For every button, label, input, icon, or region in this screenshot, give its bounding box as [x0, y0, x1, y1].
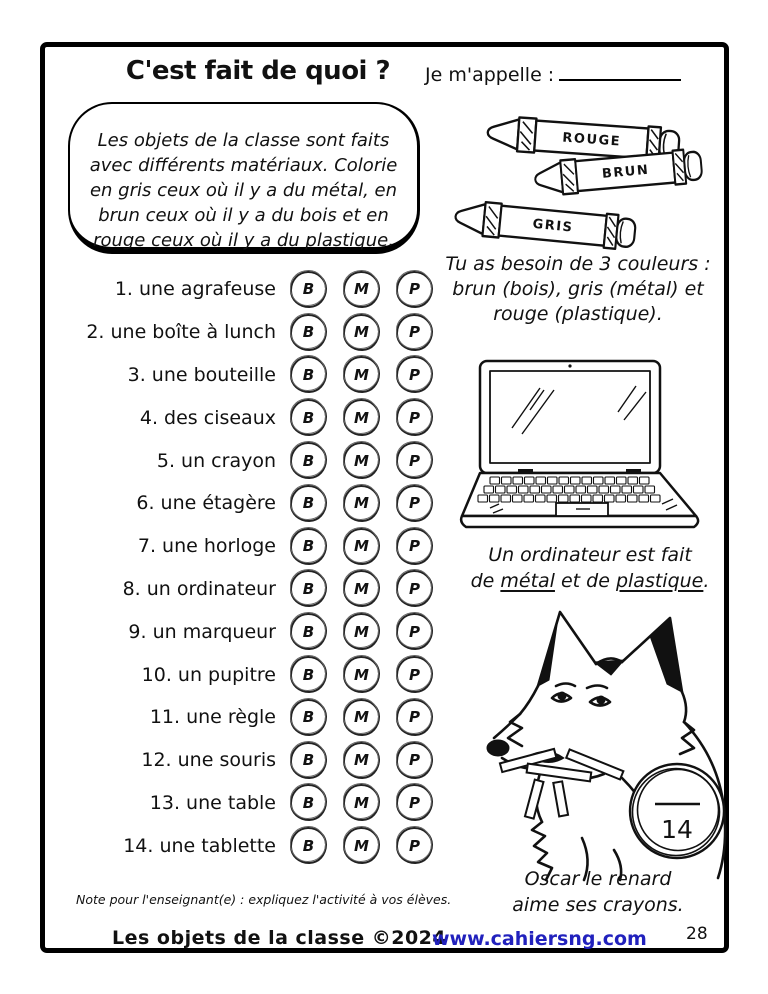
- choice-letter: P: [409, 622, 420, 641]
- computer-caption-line1: Un ordinateur est fait: [488, 544, 692, 566]
- choice-letter: P: [409, 323, 420, 342]
- choice-circles: [290, 827, 433, 864]
- fox-caption-line: Oscar le renard: [524, 868, 672, 890]
- choice-letter: P: [409, 494, 420, 513]
- caption-plastique: plastique: [615, 570, 704, 592]
- item-row: [40, 396, 440, 439]
- choice-circle-p[interactable]: [396, 656, 433, 693]
- choice-circle-b[interactable]: [290, 742, 327, 779]
- computer-caption-line2: [438, 568, 742, 594]
- choice-letter: M: [354, 537, 369, 556]
- choice-circles: [290, 271, 433, 308]
- choice-circle-b[interactable]: [290, 442, 327, 479]
- instructions-line: en gris ceux où il y a du métal, en: [89, 180, 398, 201]
- teacher-note: Note pour l'enseignant(e) : expliquez l'activité à vos élèves.: [76, 892, 452, 907]
- choice-circle-p[interactable]: [396, 528, 433, 565]
- item-row: [40, 739, 440, 782]
- choice-letter: M: [354, 408, 369, 427]
- choice-letter: M: [354, 494, 369, 513]
- item-row: [40, 268, 440, 311]
- choice-circle-b[interactable]: [290, 399, 327, 436]
- choice-circle-m[interactable]: [343, 399, 380, 436]
- choice-circle-b[interactable]: [290, 485, 327, 522]
- choice-letter: M: [354, 665, 369, 684]
- choice-circle-m[interactable]: [343, 656, 380, 693]
- item-row: [40, 568, 440, 611]
- choice-circles: [290, 613, 433, 650]
- choice-circle-b[interactable]: [290, 699, 327, 736]
- choice-circle-p[interactable]: [396, 699, 433, 736]
- crayon-label: BRUN: [601, 162, 650, 182]
- choice-letter: B: [302, 365, 315, 384]
- item-label: 4. des ciseaux: [139, 406, 276, 429]
- choice-circle-p[interactable]: [396, 399, 433, 436]
- instructions-line: brun ceux où il y a du bois et en: [98, 205, 389, 226]
- computer-caption: [438, 542, 742, 594]
- choice-letter: P: [409, 408, 420, 427]
- choice-letter: P: [409, 751, 420, 770]
- choice-circle-m[interactable]: [343, 613, 380, 650]
- item-row: [40, 782, 440, 825]
- choice-letter: M: [354, 579, 369, 598]
- choice-circle-m[interactable]: [343, 528, 380, 565]
- choice-circle-p[interactable]: [396, 314, 433, 351]
- choice-letter: B: [302, 622, 315, 641]
- item-label: 1. une agrafeuse: [114, 278, 276, 301]
- choice-letter: B: [302, 494, 315, 513]
- item-row: [40, 311, 440, 354]
- instructions-line: Les objets de la classe sont faits: [97, 130, 390, 151]
- choice-letter: P: [409, 365, 420, 384]
- item-label: 5. un crayon: [156, 449, 276, 472]
- item-row: [40, 482, 440, 525]
- choice-circle-m[interactable]: [343, 271, 380, 308]
- item-row: [40, 696, 440, 739]
- instructions-line: avec différents matériaux. Colorie: [89, 155, 398, 176]
- footer-url-link[interactable]: www.cahiersng.com: [432, 928, 647, 950]
- instructions-bubble: [68, 102, 420, 254]
- choice-letter: B: [302, 451, 315, 470]
- choice-circle-b[interactable]: [290, 613, 327, 650]
- item-label: 14. une tablette: [123, 834, 276, 857]
- choice-circles: [290, 570, 433, 607]
- choice-letter: P: [409, 708, 420, 727]
- choice-circle-p[interactable]: [396, 570, 433, 607]
- choice-circle-b[interactable]: [290, 827, 327, 864]
- choice-letter: P: [409, 793, 420, 812]
- choice-letter: M: [354, 451, 369, 470]
- score-badge: [630, 764, 724, 858]
- item-label: 9. un marqueur: [128, 620, 276, 643]
- choice-letter: B: [302, 793, 315, 812]
- choice-letter: P: [409, 451, 420, 470]
- item-label: 13. une table: [149, 791, 276, 814]
- name-blank-line[interactable]: [559, 62, 681, 81]
- item-row: [40, 610, 440, 653]
- choice-letter: B: [302, 751, 315, 770]
- choice-letter: B: [302, 280, 315, 299]
- choice-circle-p[interactable]: [396, 485, 433, 522]
- colors-note-line: rouge (plastique).: [493, 303, 663, 325]
- choice-circle-p[interactable]: [396, 356, 433, 393]
- crayon-label: ROUGE: [561, 130, 622, 150]
- choice-letter: M: [354, 622, 369, 641]
- items-list: [40, 268, 440, 867]
- item-label: 10. un pupitre: [141, 663, 276, 686]
- choice-letter: M: [354, 365, 369, 384]
- choice-letter: M: [354, 323, 369, 342]
- choice-circle-m[interactable]: [343, 442, 380, 479]
- laptop-illustration: [460, 358, 704, 536]
- choice-circles: [290, 314, 433, 351]
- choice-circles: [290, 699, 433, 736]
- choice-circle-m[interactable]: [343, 742, 380, 779]
- choice-circles: [290, 742, 433, 779]
- choice-circles: [290, 784, 433, 821]
- choice-circle-b[interactable]: [290, 314, 327, 351]
- item-row: [40, 525, 440, 568]
- choice-letter: M: [354, 708, 369, 727]
- caption-metal: métal: [500, 570, 555, 592]
- choice-circle-p[interactable]: [396, 271, 433, 308]
- choice-letter: B: [302, 323, 315, 342]
- score-total: 14: [661, 815, 693, 844]
- footer-title: Les objets de la classe ©2024: [112, 927, 447, 949]
- choice-letter: P: [409, 579, 420, 598]
- choice-circles: [290, 485, 433, 522]
- choice-letter: P: [409, 280, 420, 299]
- choice-circle-p[interactable]: [396, 442, 433, 479]
- page-title: C'est fait de quoi ?: [125, 56, 391, 86]
- choice-letter: P: [409, 836, 420, 855]
- page-number: 28: [686, 924, 708, 944]
- caption-text: .: [703, 570, 710, 592]
- choice-circle-m[interactable]: [343, 314, 380, 351]
- choice-circle-b[interactable]: [290, 356, 327, 393]
- choice-circles: [290, 399, 433, 436]
- name-field-row: [425, 62, 681, 86]
- choice-circles: [290, 528, 433, 565]
- fox-caption-line: aime ses crayons.: [512, 894, 684, 916]
- colors-note-line: Tu as besoin de 3 couleurs :: [445, 253, 711, 275]
- choice-letter: M: [354, 280, 369, 299]
- choice-circle-b[interactable]: [290, 656, 327, 693]
- item-row: [40, 354, 440, 397]
- choice-letter: M: [354, 793, 369, 812]
- choice-circle-m[interactable]: [343, 356, 380, 393]
- choice-letter: B: [302, 408, 315, 427]
- choice-letter: M: [354, 836, 369, 855]
- choice-circle-b[interactable]: [290, 570, 327, 607]
- item-label: 8. un ordinateur: [122, 577, 276, 600]
- choice-circle-b[interactable]: [290, 528, 327, 565]
- choice-circle-m[interactable]: [343, 485, 380, 522]
- colors-note-line: brun (bois), gris (métal) et: [452, 278, 704, 300]
- item-label: 3. une bouteille: [127, 363, 276, 386]
- fox-caption: [452, 866, 744, 918]
- colors-needed-note: [432, 252, 724, 327]
- choice-circle-p[interactable]: [396, 827, 433, 864]
- choice-letter: B: [302, 665, 315, 684]
- item-label: 2. une boîte à lunch: [86, 321, 276, 344]
- choice-circles: [290, 656, 433, 693]
- item-label: 6. une étagère: [136, 492, 276, 515]
- item-label: 12. une souris: [141, 749, 276, 772]
- choice-circle-b[interactable]: [290, 271, 327, 308]
- item-row: [40, 653, 440, 696]
- choice-circle-m[interactable]: [343, 784, 380, 821]
- caption-text: et de: [554, 570, 616, 592]
- choice-letter: P: [409, 665, 420, 684]
- choice-circles: [290, 442, 433, 479]
- choice-circle-m[interactable]: [343, 570, 380, 607]
- choice-circle-p[interactable]: [396, 613, 433, 650]
- choice-circle-m[interactable]: [343, 699, 380, 736]
- fox-illustration: [472, 598, 734, 880]
- choice-circle-b[interactable]: [290, 784, 327, 821]
- name-label: Je m'appelle :: [425, 64, 555, 86]
- choice-letter: B: [302, 708, 315, 727]
- crayon-label: GRIS: [531, 216, 575, 236]
- choice-circles: [290, 356, 433, 393]
- choice-letter: B: [302, 537, 315, 556]
- choice-letter: P: [409, 537, 420, 556]
- caption-text: de: [470, 570, 501, 592]
- item-row: [40, 824, 440, 867]
- item-label: 7. une horloge: [137, 535, 276, 558]
- choice-letter: B: [302, 579, 315, 598]
- item-label: 11. une règle: [149, 706, 276, 729]
- choice-circle-m[interactable]: [343, 827, 380, 864]
- item-row: [40, 439, 440, 482]
- instructions-line: rouge ceux où il y a du plastique.: [93, 230, 394, 251]
- choice-circle-p[interactable]: [396, 784, 433, 821]
- choice-circle-p[interactable]: [396, 742, 433, 779]
- choice-letter: B: [302, 836, 315, 855]
- choice-letter: M: [354, 751, 369, 770]
